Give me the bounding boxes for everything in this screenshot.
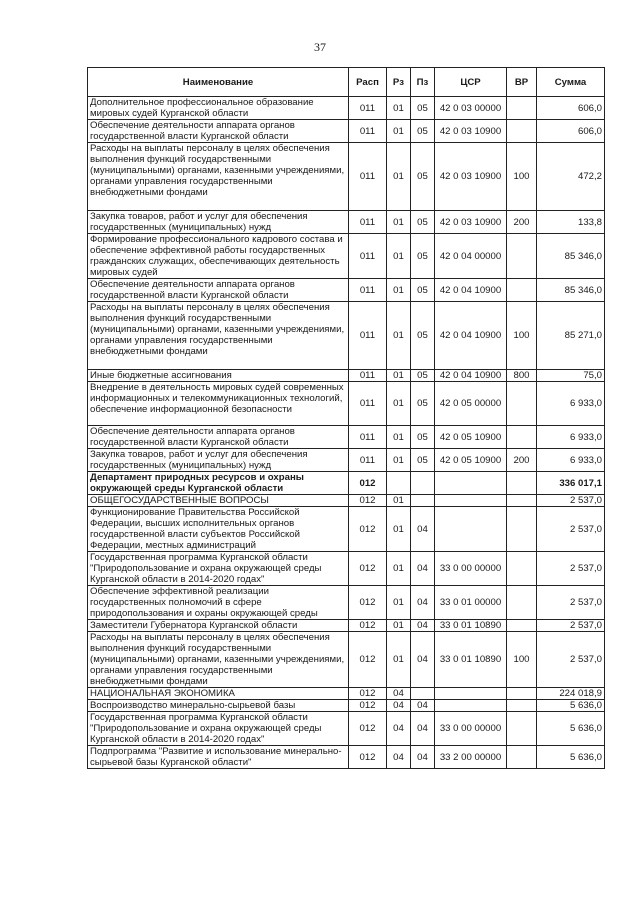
row-sum: 336 017,1	[537, 472, 605, 495]
row-pz: 05	[411, 370, 435, 382]
header-rasp: Расп	[349, 68, 387, 97]
row-vr	[507, 97, 537, 120]
table-body	[88, 97, 605, 769]
row-rasp: 012	[349, 507, 387, 552]
row-rasp: 012	[349, 632, 387, 688]
row-name: ОБЩЕГОСУДАРСТВЕННЫЕ ВОПРОСЫ	[88, 495, 349, 507]
row-csr: 42 0 03 00000	[435, 97, 507, 120]
table-row	[88, 632, 605, 688]
row-rz: 04	[387, 688, 411, 700]
row-sum: 606,0	[537, 97, 605, 120]
row-vr	[507, 700, 537, 712]
row-name: Государственная программа Курганской области "Природопользование и охрана окружающей среды Курганской области в 2014-2020 годах"	[88, 552, 349, 586]
row-sum: 2 537,0	[537, 632, 605, 688]
row-pz: 04	[411, 620, 435, 632]
row-name: Внедрение в деятельность мировых судей современных информационных и телекоммуникационных технологий, обеспечение информационной безопасности	[88, 382, 349, 426]
row-pz: 04	[411, 746, 435, 769]
row-rz: 01	[387, 449, 411, 472]
table-row	[88, 97, 605, 120]
table-row	[88, 472, 605, 495]
table-row	[88, 234, 605, 279]
row-vr	[507, 426, 537, 449]
row-vr	[507, 279, 537, 302]
row-csr: 33 0 01 10890	[435, 632, 507, 688]
row-rz: 01	[387, 97, 411, 120]
table-row	[88, 586, 605, 620]
row-sum: 2 537,0	[537, 495, 605, 507]
row-rz: 01	[387, 211, 411, 234]
row-sum: 224 018,9	[537, 688, 605, 700]
row-vr: 200	[507, 449, 537, 472]
row-rz: 01	[387, 495, 411, 507]
row-vr: 800	[507, 370, 537, 382]
table-row	[88, 143, 605, 211]
row-sum: 85 346,0	[537, 234, 605, 279]
row-vr	[507, 688, 537, 700]
row-pz: 05	[411, 302, 435, 370]
row-csr: 33 2 00 00000	[435, 746, 507, 769]
row-csr: 42 0 04 10900	[435, 279, 507, 302]
row-sum: 6 933,0	[537, 382, 605, 426]
table-row	[88, 712, 605, 746]
row-rz: 01	[387, 426, 411, 449]
row-pz: 04	[411, 700, 435, 712]
table-row	[88, 120, 605, 143]
row-csr: 42 0 04 10900	[435, 302, 507, 370]
row-name: НАЦИОНАЛЬНАЯ ЭКОНОМИКА	[88, 688, 349, 700]
header-name: Наименование	[88, 68, 349, 97]
row-sum: 2 537,0	[537, 507, 605, 552]
row-csr	[435, 507, 507, 552]
row-rasp: 011	[349, 211, 387, 234]
row-rasp: 012	[349, 586, 387, 620]
row-csr: 42 0 05 10900	[435, 449, 507, 472]
row-pz: 04	[411, 632, 435, 688]
row-pz	[411, 688, 435, 700]
row-name: Расходы на выплаты персоналу в целях обеспечения выполнения функций государственными (муниципальными) органами, казенными учреждениями, органами управления государственными внебюджетными фондами	[88, 302, 349, 370]
row-rz: 01	[387, 507, 411, 552]
row-sum: 2 537,0	[537, 586, 605, 620]
row-rz	[387, 472, 411, 495]
row-name: Функционирование Правительства Российской Федерации, высших исполнительных органов государственной власти субъектов Российской Федерации, местных администраций	[88, 507, 349, 552]
page-number: 37	[314, 40, 326, 54]
row-sum: 2 537,0	[537, 552, 605, 586]
table-row	[88, 620, 605, 632]
row-csr: 42 0 03 10900	[435, 143, 507, 211]
row-sum: 2 537,0	[537, 620, 605, 632]
header-rz: Рз	[387, 68, 411, 97]
table-row	[88, 279, 605, 302]
row-rz: 01	[387, 143, 411, 211]
row-csr: 42 0 03 10900	[435, 211, 507, 234]
row-csr: 42 0 05 00000	[435, 382, 507, 426]
row-sum: 6 933,0	[537, 426, 605, 449]
header-csr: ЦСР	[435, 68, 507, 97]
row-pz: 05	[411, 211, 435, 234]
row-csr: 33 0 00 00000	[435, 552, 507, 586]
row-name: Заместители Губернатора Курганской области	[88, 620, 349, 632]
row-csr: 42 0 04 00000	[435, 234, 507, 279]
row-name: Обеспечение деятельности аппарата органов государственной власти Курганской области	[88, 426, 349, 449]
row-csr: 33 0 00 00000	[435, 712, 507, 746]
row-rasp: 011	[349, 449, 387, 472]
row-vr	[507, 746, 537, 769]
row-csr	[435, 495, 507, 507]
row-name: Формирование профессионального кадрового состава и обеспечение эффективной работы государственных гражданских служащих, обеспечивающих деятельность мировых судей	[88, 234, 349, 279]
row-pz: 04	[411, 712, 435, 746]
row-csr	[435, 472, 507, 495]
row-pz: 05	[411, 449, 435, 472]
row-rasp: 011	[349, 97, 387, 120]
row-rasp: 011	[349, 279, 387, 302]
row-pz: 05	[411, 426, 435, 449]
row-vr	[507, 234, 537, 279]
row-name: Обеспечение деятельности аппарата органов государственной власти Курганской области	[88, 120, 349, 143]
row-csr: 42 0 04 10900	[435, 370, 507, 382]
row-vr	[507, 382, 537, 426]
row-rasp: 012	[349, 712, 387, 746]
row-vr	[507, 620, 537, 632]
row-sum: 85 271,0	[537, 302, 605, 370]
row-csr: 33 0 01 10890	[435, 620, 507, 632]
row-rz: 04	[387, 712, 411, 746]
row-name: Расходы на выплаты персоналу в целях обеспечения выполнения функций государственными (муниципальными) органами, казенными учреждениями, органами управления государственными внебюджетными фондами	[88, 632, 349, 688]
row-pz: 05	[411, 143, 435, 211]
table-row	[88, 426, 605, 449]
row-pz: 04	[411, 586, 435, 620]
row-rz: 01	[387, 279, 411, 302]
row-rz: 04	[387, 700, 411, 712]
header-vr: ВР	[507, 68, 537, 97]
row-vr: 200	[507, 211, 537, 234]
row-rz: 01	[387, 382, 411, 426]
table-row	[88, 700, 605, 712]
row-rz: 04	[387, 746, 411, 769]
row-name: Обеспечение эффективной реализации государственных полномочий в сфере природопользования и охраны окружающей среды	[88, 586, 349, 620]
row-sum: 606,0	[537, 120, 605, 143]
row-pz: 05	[411, 120, 435, 143]
row-rz: 01	[387, 586, 411, 620]
row-pz: 05	[411, 234, 435, 279]
row-csr: 42 0 05 10900	[435, 426, 507, 449]
row-csr	[435, 700, 507, 712]
row-name: Обеспечение деятельности аппарата органов государственной власти Курганской области	[88, 279, 349, 302]
table-row	[88, 552, 605, 586]
row-rz: 01	[387, 302, 411, 370]
row-vr	[507, 495, 537, 507]
table-row	[88, 211, 605, 234]
row-rz: 01	[387, 370, 411, 382]
row-vr: 100	[507, 143, 537, 211]
row-name: Закупка товаров, работ и услуг для обеспечения государственных (муниципальных) нужд	[88, 211, 349, 234]
row-rz: 01	[387, 120, 411, 143]
header-pz: Пз	[411, 68, 435, 97]
row-rasp: 012	[349, 472, 387, 495]
row-name: Закупка товаров, работ и услуг для обеспечения государственных (муниципальных) нужд	[88, 449, 349, 472]
table-header-row	[88, 68, 605, 97]
row-pz: 05	[411, 97, 435, 120]
row-rasp: 012	[349, 552, 387, 586]
row-vr	[507, 552, 537, 586]
row-vr: 100	[507, 632, 537, 688]
row-pz: 05	[411, 382, 435, 426]
row-rasp: 011	[349, 120, 387, 143]
row-pz	[411, 495, 435, 507]
row-sum: 75,0	[537, 370, 605, 382]
row-sum: 5 636,0	[537, 712, 605, 746]
row-sum: 5 636,0	[537, 746, 605, 769]
row-vr	[507, 472, 537, 495]
row-rz: 01	[387, 552, 411, 586]
row-sum: 5 636,0	[537, 700, 605, 712]
row-rasp: 012	[349, 746, 387, 769]
row-sum: 6 933,0	[537, 449, 605, 472]
row-vr	[507, 507, 537, 552]
table-row	[88, 302, 605, 370]
row-csr	[435, 688, 507, 700]
row-pz: 05	[411, 279, 435, 302]
row-sum: 133,8	[537, 211, 605, 234]
table-row	[88, 688, 605, 700]
row-name: Государственная программа Курганской области "Природопользование и охрана окружающей среды Курганской области в 2014-2020 годах"	[88, 712, 349, 746]
row-rasp: 012	[349, 495, 387, 507]
row-csr: 42 0 03 10900	[435, 120, 507, 143]
row-pz: 04	[411, 552, 435, 586]
row-rasp: 011	[349, 370, 387, 382]
header-sum: Сумма	[537, 68, 605, 97]
row-name: Иные бюджетные ассигнования	[88, 370, 349, 382]
row-pz: 04	[411, 507, 435, 552]
row-name: Подпрограмма "Развитие и использование минерально-сырьевой базы Курганской области"	[88, 746, 349, 769]
row-rz: 01	[387, 632, 411, 688]
row-name: Дополнительное профессиональное образование мировых судей Курганской области	[88, 97, 349, 120]
table-row	[88, 449, 605, 472]
row-vr	[507, 586, 537, 620]
row-rz: 01	[387, 620, 411, 632]
row-rasp: 011	[349, 234, 387, 279]
row-sum: 472,2	[537, 143, 605, 211]
row-vr	[507, 712, 537, 746]
row-rasp: 012	[349, 700, 387, 712]
row-pz	[411, 472, 435, 495]
row-rasp: 012	[349, 688, 387, 700]
row-sum: 85 346,0	[537, 279, 605, 302]
table-row	[88, 746, 605, 769]
row-vr	[507, 120, 537, 143]
row-name: Департамент природных ресурсов и охраны окружающей среды Курганской области	[88, 472, 349, 495]
row-name: Воспроизводство минерально-сырьевой базы	[88, 700, 349, 712]
row-rasp: 011	[349, 382, 387, 426]
table-row	[88, 370, 605, 382]
row-rasp: 012	[349, 620, 387, 632]
row-rz: 01	[387, 234, 411, 279]
row-name: Расходы на выплаты персоналу в целях обеспечения выполнения функций государственными (муниципальными) органами, казенными учреждениями, органами управления государственными внебюджетными фондами	[88, 143, 349, 211]
row-rasp: 011	[349, 426, 387, 449]
row-rasp: 011	[349, 143, 387, 211]
row-rasp: 011	[349, 302, 387, 370]
row-vr: 100	[507, 302, 537, 370]
budget-table	[87, 67, 605, 769]
table-row	[88, 382, 605, 426]
table-row	[88, 495, 605, 507]
table-row	[88, 507, 605, 552]
row-csr: 33 0 01 00000	[435, 586, 507, 620]
